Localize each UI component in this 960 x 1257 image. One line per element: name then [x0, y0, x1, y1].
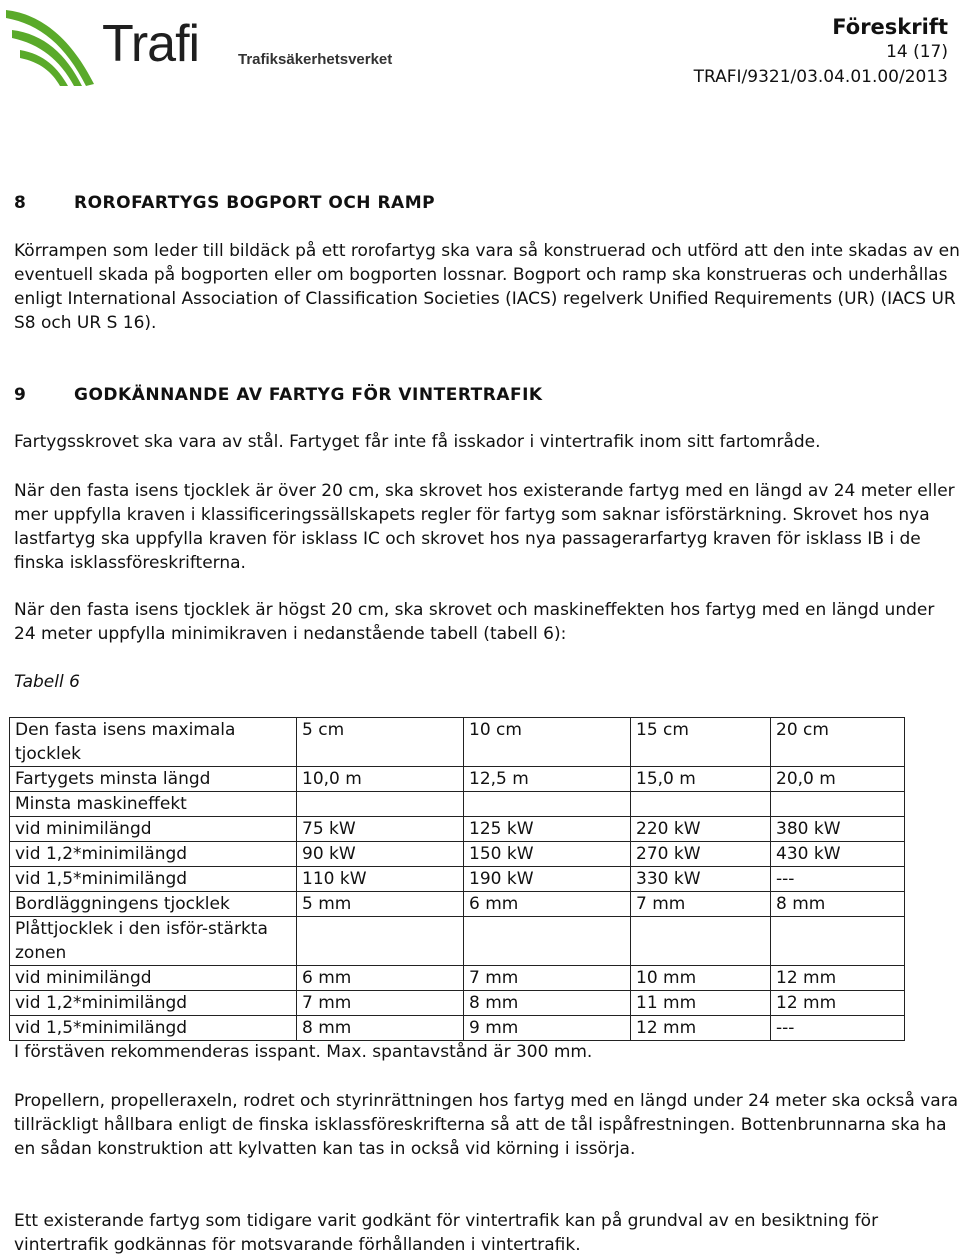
logo-wordmark: Trafi	[102, 15, 200, 73]
table-row	[10, 1016, 905, 1041]
table-cell	[297, 792, 464, 817]
table-row	[10, 792, 905, 817]
table-row	[10, 966, 905, 991]
table-cell: 125 kW	[464, 817, 631, 842]
table-cell: 10 cm	[464, 718, 631, 767]
table-cell: 15 cm	[631, 718, 771, 767]
paragraph-ice-under-20: När den fasta isens tjocklek är högst 20 cm, ska skrovet och maskineffekten hos fartyg med en längd under 24 meter uppfylla minimikraven i nedanstående tabell (tabell 6):	[14, 600, 935, 644]
table-cell	[771, 917, 905, 966]
trafi-logo	[2, 0, 402, 100]
table-cell	[771, 792, 905, 817]
table-cell: 5 cm	[297, 718, 464, 767]
table-cell: vid minimilängd	[10, 966, 297, 991]
table-cell: 90 kW	[297, 842, 464, 867]
table-row	[10, 842, 905, 867]
page-number: 14 (17)	[886, 42, 948, 62]
table-cell	[464, 792, 631, 817]
table-cell: 11 mm	[631, 991, 771, 1016]
document-reference: TRAFI/9321/03.04.01.00/2013	[693, 67, 948, 87]
table-cell: 20,0 m	[771, 767, 905, 792]
table-cell: 12 mm	[771, 966, 905, 991]
table-cell: Den fasta isens maximala tjocklek	[10, 718, 297, 767]
table-row	[10, 917, 905, 966]
table-cell: vid 1,5*minimilängd	[10, 867, 297, 892]
table-row	[10, 767, 905, 792]
paragraph-ice-over-20: När den fasta isens tjocklek är över 20 cm, ska skrovet hos existerande fartyg med en längd av 24 meter eller mer uppfylla kraven i klassificeringssällskapets regler för fartyg som saknar isförstärkning. Skrovet hos nya lastfartyg ska uppfylla kraven för isklass IC och skrovet hos nya passagerarfartyg kraven för isklass IB i de finska isklassföreskrifterna.	[14, 481, 955, 573]
table-cell: Plåttjocklek i den isför-stärkta zonen	[10, 917, 297, 966]
section-8-paragraph: Körrampen som leder till bildäck på ett rorofartyg ska vara så konstruerad och utförd att den inte skadas av en eventuell skada på bogporten eller om bogporten lossnar. Bogport och ramp ska konstrueras och underhållas enligt International Association of Classification Societies (IACS) regelverk Unified Requirements (UR) (IACS UR S8 och UR S 16).	[14, 241, 960, 333]
requirements-table	[9, 717, 905, 1041]
table-cell: 380 kW	[771, 817, 905, 842]
table-cell: 9 mm	[464, 1016, 631, 1041]
section-number: 8	[14, 193, 27, 213]
logo-swoosh-icon	[2, 0, 102, 90]
table-cell: 8 mm	[297, 1016, 464, 1041]
logo-subtitle: Trafiksäkerhetsverket	[238, 51, 393, 68]
table-cell: 220 kW	[631, 817, 771, 842]
table-cell: Minsta maskineffekt	[10, 792, 297, 817]
table-cell: vid 1,2*minimilängd	[10, 842, 297, 867]
table-cell: vid 1,2*minimilängd	[10, 991, 297, 1016]
table-cell: 10 mm	[631, 966, 771, 991]
table-cell: 75 kW	[297, 817, 464, 842]
table-cell: 7 mm	[297, 991, 464, 1016]
table-row	[10, 892, 905, 917]
table-cell: 15,0 m	[631, 767, 771, 792]
table-cell: ---	[771, 867, 905, 892]
table-cell: 270 kW	[631, 842, 771, 867]
table-cell: 10,0 m	[297, 767, 464, 792]
table-cell	[297, 917, 464, 966]
table-cell: 6 mm	[464, 892, 631, 917]
table-cell: 8 mm	[771, 892, 905, 917]
table-cell: 12 mm	[771, 991, 905, 1016]
table-cell	[631, 792, 771, 817]
paragraph-propeller: Propellern, propelleraxeln, rodret och styrinrättningen hos fartyg med en längd under 24 meter ska också vara tillräckligt hållbara enligt de finska isklassföreskrifterna så att de tål ispåfrestningen. Bottenbrunnarna ska ha en sådan konstruktion att kylvatten kan tas in också vid körning i issörja.	[14, 1091, 959, 1159]
table-cell: 110 kW	[297, 867, 464, 892]
table-cell: 12 mm	[631, 1016, 771, 1041]
table-cell: ---	[771, 1016, 905, 1041]
table-cell: vid minimilängd	[10, 817, 297, 842]
table-cell: 150 kW	[464, 842, 631, 867]
section-number: 9	[14, 385, 27, 405]
table-cell: Fartygets minsta längd	[10, 767, 297, 792]
table-cell	[631, 917, 771, 966]
table-row	[10, 817, 905, 842]
section-8-heading	[14, 191, 435, 215]
table-cell: 7 mm	[464, 966, 631, 991]
table-cell	[464, 917, 631, 966]
table-cell: 8 mm	[464, 991, 631, 1016]
document-type: Föreskrift	[832, 15, 948, 39]
table-note: I förstäven rekommenderas isspant. Max. spantavstånd är 300 mm.	[14, 1042, 593, 1062]
table-row	[10, 991, 905, 1016]
table-caption: Tabell 6	[14, 672, 80, 692]
section-title: ROROFARTYGS BOGPORT OCH RAMP	[74, 193, 436, 213]
table-cell: 190 kW	[464, 867, 631, 892]
table-cell: 20 cm	[771, 718, 905, 767]
section-title: GODKÄNNANDE AV FARTYG FÖR VINTERTRAFIK	[74, 385, 543, 405]
table-cell: 12,5 m	[464, 767, 631, 792]
table-cell: Bordläggningens tjocklek	[10, 892, 297, 917]
table-cell: 330 kW	[631, 867, 771, 892]
table-cell: 6 mm	[297, 966, 464, 991]
section-9-heading	[14, 383, 543, 407]
paragraph-existing-ship: Ett existerande fartyg som tidigare varit godkänt för vintertrafik kan på grundval av en besiktning för vintertrafik godkännas för motsvarande förhållanden i vintertrafik.	[14, 1211, 879, 1255]
table-header-row	[10, 718, 905, 767]
table-row	[10, 867, 905, 892]
table-cell: 5 mm	[297, 892, 464, 917]
table-cell: 7 mm	[631, 892, 771, 917]
table-cell: 430 kW	[771, 842, 905, 867]
paragraph-hull: Fartygsskrovet ska vara av stål. Fartyget får inte få isskador i vintertrafik inom sitt fartområde.	[14, 432, 821, 452]
table-cell: vid 1,5*minimilängd	[10, 1016, 297, 1041]
